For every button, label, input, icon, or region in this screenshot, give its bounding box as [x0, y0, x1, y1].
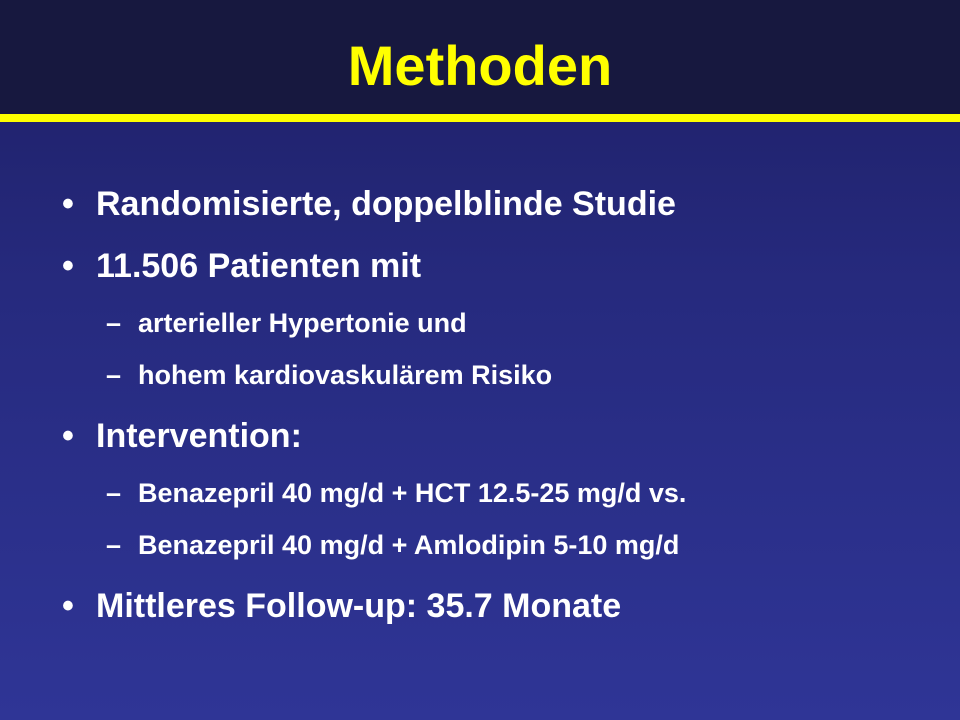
- bullet-text: 11.506 Patienten mit: [96, 247, 422, 285]
- sub-bullet-marker: –: [106, 308, 122, 338]
- bullet-marker: •: [62, 185, 74, 223]
- bullet-text: Intervention:: [96, 417, 302, 455]
- sub-bullet-text: arterieller Hypertonie und: [138, 308, 467, 338]
- sub-bullet-marker: –: [106, 360, 122, 390]
- sub-bullet-text: hohem kardiovaskulärem Risiko: [138, 360, 553, 390]
- slide-title: Methoden: [347, 34, 613, 97]
- bullet-text: Randomisierte, doppelblinde Studie: [96, 185, 676, 223]
- sub-bullet-text: Benazepril 40 mg/d + Amlodipin 5-10 mg/d: [138, 530, 680, 560]
- bullet-marker: •: [62, 247, 74, 285]
- sub-bullet-marker: –: [106, 478, 122, 508]
- bullet-marker: •: [62, 587, 74, 625]
- bullet-text: Mittleres Follow-up: 35.7 Monate: [96, 587, 622, 625]
- sub-bullet-marker: –: [106, 530, 122, 560]
- bullet-marker: •: [62, 417, 74, 455]
- sub-bullet-text: Benazepril 40 mg/d + HCT 12.5-25 mg/d vs.: [138, 478, 687, 508]
